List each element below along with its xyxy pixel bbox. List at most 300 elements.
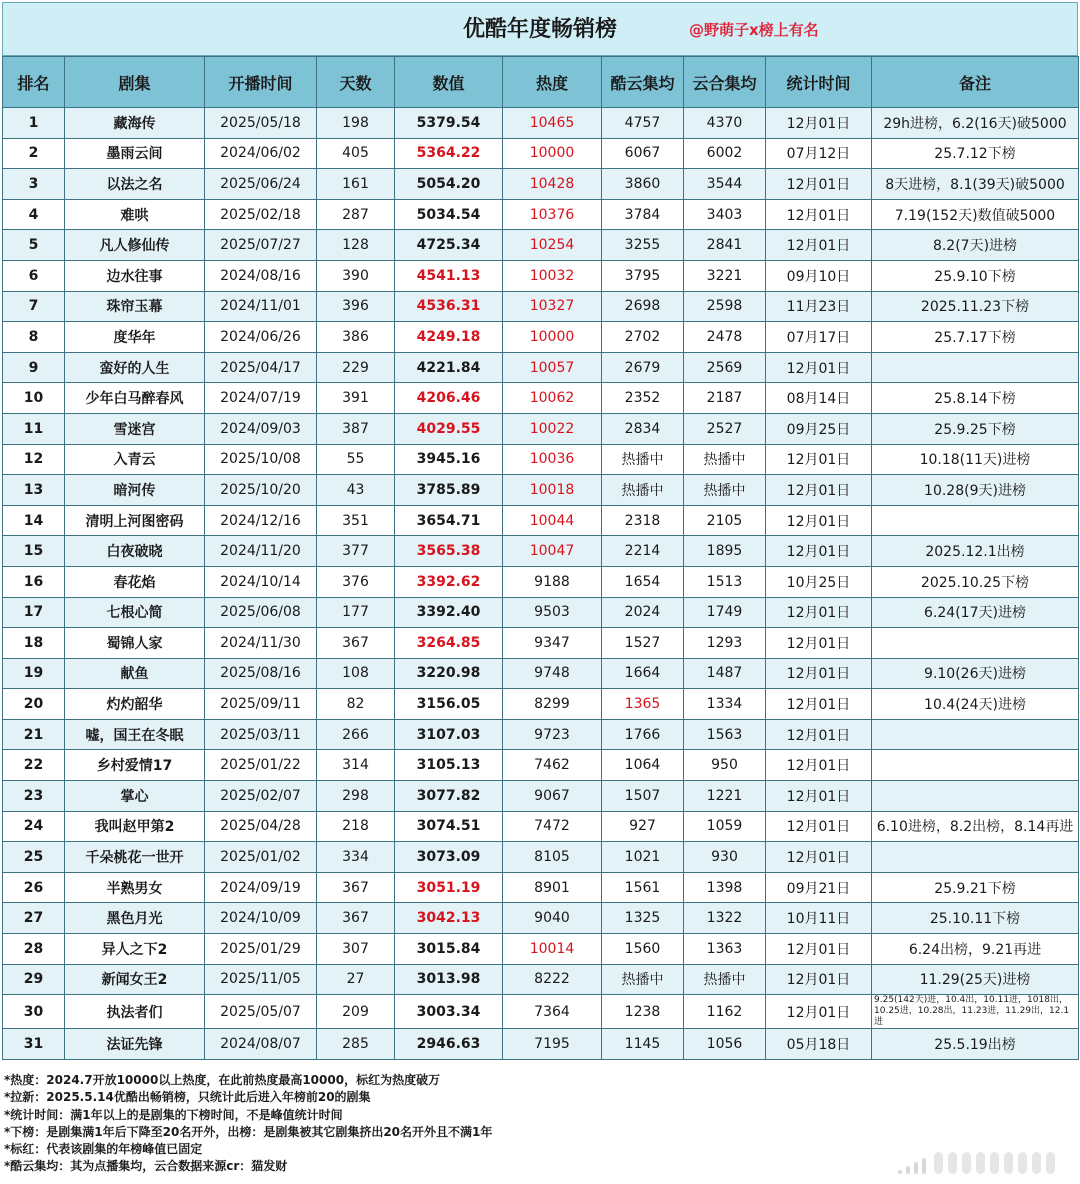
rank-cell: 19: [3, 658, 65, 689]
days-cell: 377: [317, 536, 395, 567]
heat-cell: 10014: [503, 934, 602, 965]
ranking-table: [2, 56, 1079, 1060]
days-cell: 27: [317, 964, 395, 995]
premiere-date-cell: 2024/07/19: [205, 383, 317, 414]
value-cell: 3392.62: [395, 566, 503, 597]
yunhe-avg-cell: 1322: [684, 903, 766, 934]
kuyun-avg-cell: 1527: [602, 628, 684, 659]
title-bar: [2, 2, 1078, 56]
days-cell: 108: [317, 658, 395, 689]
stat-time-cell: 12月01日: [766, 842, 872, 873]
value-cell: 3264.85: [395, 628, 503, 659]
value-cell: 3654.71: [395, 505, 503, 536]
stat-time-cell: 12月01日: [766, 689, 872, 720]
table-row: [3, 444, 1079, 475]
table-row: [3, 383, 1079, 414]
table-row: [3, 199, 1079, 230]
heat-cell: 8901: [503, 872, 602, 903]
value-cell: 5379.54: [395, 108, 503, 139]
header-value: 数值: [395, 57, 503, 108]
kuyun-avg-cell: 3795: [602, 260, 684, 291]
header-heat: 热度: [503, 57, 602, 108]
footnote-line: *标红：代表该剧集的年榜峰值已固定: [4, 1142, 203, 1157]
premiere-date-cell: 2025/02/07: [205, 781, 317, 812]
note-cell: 10.28(9天)进榜: [872, 475, 1079, 506]
value-cell: 5054.20: [395, 169, 503, 200]
footnotes: [4, 1072, 1004, 1176]
footnote-line: *下榜：是剧集满1年后下降至20名开外，出榜：是剧集被其它剧集挤出20名开外且不满1年: [4, 1124, 493, 1139]
kuyun-avg-cell: 1365: [602, 689, 684, 720]
kuyun-avg-cell: 3860: [602, 169, 684, 200]
value-cell: 4206.46: [395, 383, 503, 414]
premiere-date-cell: 2025/05/18: [205, 108, 317, 139]
stat-time-cell: 12月01日: [766, 658, 872, 689]
value-cell: 3003.34: [395, 995, 503, 1029]
table-row: [3, 536, 1079, 567]
days-cell: 351: [317, 505, 395, 536]
days-cell: 367: [317, 872, 395, 903]
value-cell: 4249.18: [395, 322, 503, 353]
drama-name-cell: 法证先锋: [65, 1029, 205, 1060]
days-cell: 128: [317, 230, 395, 261]
drama-name-cell: 蜀锦人家: [65, 628, 205, 659]
yunhe-avg-cell: 1749: [684, 597, 766, 628]
note-cell: 9.10(26天)进榜: [872, 658, 1079, 689]
drama-name-cell: 白夜破晓: [65, 536, 205, 567]
rank-cell: 23: [3, 781, 65, 812]
footnote-line: *统计时间：满1年以上的是剧集的下榜时间，不是峰值统计时间: [4, 1107, 343, 1122]
note-cell: [872, 750, 1079, 781]
stat-time-cell: 12月01日: [766, 505, 872, 536]
note-cell: 2025.10.25下榜: [872, 566, 1079, 597]
note-cell: 2025.11.23下榜: [872, 291, 1079, 322]
premiere-date-cell: 2025/06/08: [205, 597, 317, 628]
note-cell: 6.24(17天)进榜: [872, 597, 1079, 628]
days-cell: 55: [317, 444, 395, 475]
kuyun-avg-cell: 1064: [602, 750, 684, 781]
table-row: [3, 260, 1079, 291]
table-row: [3, 475, 1079, 506]
rank-cell: 16: [3, 566, 65, 597]
heat-cell: 7195: [503, 1029, 602, 1060]
drama-name-cell: 黑色月光: [65, 903, 205, 934]
table-row: [3, 291, 1079, 322]
heat-cell: 9723: [503, 719, 602, 750]
drama-name-cell: 雪迷宫: [65, 413, 205, 444]
rank-cell: 17: [3, 597, 65, 628]
yunhe-avg-cell: 热播中: [684, 964, 766, 995]
note-cell: 10.4(24天)进榜: [872, 689, 1079, 720]
kuyun-avg-cell: 2318: [602, 505, 684, 536]
value-cell: 4536.31: [395, 291, 503, 322]
yunhe-avg-cell: 2187: [684, 383, 766, 414]
rank-cell: 3: [3, 169, 65, 200]
value-cell: 2946.63: [395, 1029, 503, 1060]
yunhe-avg-cell: 1363: [684, 934, 766, 965]
heat-cell: 10032: [503, 260, 602, 291]
premiere-date-cell: 2025/01/29: [205, 934, 317, 965]
drama-name-cell: 难哄: [65, 199, 205, 230]
stat-time-cell: 12月01日: [766, 169, 872, 200]
table-row: [3, 750, 1079, 781]
days-cell: 307: [317, 934, 395, 965]
premiere-date-cell: 2025/05/07: [205, 995, 317, 1029]
rank-cell: 21: [3, 719, 65, 750]
rank-cell: 31: [3, 1029, 65, 1060]
drama-name-cell: 半熟男女: [65, 872, 205, 903]
yunhe-avg-cell: 3221: [684, 260, 766, 291]
header-premiere-date: 开播时间: [205, 57, 317, 108]
kuyun-avg-cell: 2214: [602, 536, 684, 567]
rank-cell: 9: [3, 352, 65, 383]
drama-name-cell: 凡人修仙传: [65, 230, 205, 261]
drama-name-cell: 边水往事: [65, 260, 205, 291]
kuyun-avg-cell: 2698: [602, 291, 684, 322]
yunhe-avg-cell: 热播中: [684, 475, 766, 506]
premiere-date-cell: 2024/09/03: [205, 413, 317, 444]
kuyun-avg-cell: 1664: [602, 658, 684, 689]
kuyun-avg-cell: 927: [602, 811, 684, 842]
drama-name-cell: 七根心简: [65, 597, 205, 628]
stat-time-cell: 07月17日: [766, 322, 872, 353]
kuyun-avg-cell: 热播中: [602, 964, 684, 995]
table-row: [3, 628, 1079, 659]
drama-name-cell: 度华年: [65, 322, 205, 353]
drama-name-cell: 我叫赵甲第2: [65, 811, 205, 842]
rank-cell: 7: [3, 291, 65, 322]
value-cell: 3013.98: [395, 964, 503, 995]
yunhe-avg-cell: 1513: [684, 566, 766, 597]
drama-name-cell: 献鱼: [65, 658, 205, 689]
days-cell: 266: [317, 719, 395, 750]
note-cell: 25.9.21下榜: [872, 872, 1079, 903]
kuyun-avg-cell: 1145: [602, 1029, 684, 1060]
stat-time-cell: 12月01日: [766, 199, 872, 230]
table-row: [3, 964, 1079, 995]
days-cell: 334: [317, 842, 395, 873]
table-row: [3, 413, 1079, 444]
header-note: 备注: [872, 57, 1079, 108]
premiere-date-cell: 2024/10/09: [205, 903, 317, 934]
heat-cell: 10018: [503, 475, 602, 506]
stat-time-cell: 12月01日: [766, 628, 872, 659]
table-row: [3, 108, 1079, 139]
table-row: [3, 566, 1079, 597]
value-cell: 3051.19: [395, 872, 503, 903]
drama-name-cell: 新闻女王2: [65, 964, 205, 995]
premiere-date-cell: 2025/09/11: [205, 689, 317, 720]
value-cell: 3077.82: [395, 781, 503, 812]
drama-name-cell: 掌心: [65, 781, 205, 812]
yunhe-avg-cell: 1293: [684, 628, 766, 659]
yunhe-avg-cell: 2569: [684, 352, 766, 383]
table-row: [3, 903, 1079, 934]
days-cell: 198: [317, 108, 395, 139]
yunhe-avg-cell: 热播中: [684, 444, 766, 475]
drama-name-cell: 乡村爱情17: [65, 750, 205, 781]
rank-cell: 5: [3, 230, 65, 261]
yunhe-avg-cell: 950: [684, 750, 766, 781]
note-cell: [872, 628, 1079, 659]
stat-time-cell: 12月01日: [766, 995, 872, 1029]
note-cell: 8.2(7天)进榜: [872, 230, 1079, 261]
yunhe-avg-cell: 2841: [684, 230, 766, 261]
yunhe-avg-cell: 2478: [684, 322, 766, 353]
stat-time-cell: 12月01日: [766, 750, 872, 781]
stat-time-cell: 12月01日: [766, 352, 872, 383]
note-cell: [872, 842, 1079, 873]
value-cell: 4725.34: [395, 230, 503, 261]
days-cell: 82: [317, 689, 395, 720]
premiere-date-cell: 2025/11/05: [205, 964, 317, 995]
table-body: [3, 108, 1079, 1060]
rank-cell: 13: [3, 475, 65, 506]
rank-cell: 25: [3, 842, 65, 873]
heat-cell: 9347: [503, 628, 602, 659]
rank-cell: 30: [3, 995, 65, 1029]
note-cell: 8天进榜，8.1(39天)破5000: [872, 169, 1079, 200]
rank-cell: 24: [3, 811, 65, 842]
value-cell: 3785.89: [395, 475, 503, 506]
drama-name-cell: 藏海传: [65, 108, 205, 139]
stat-time-cell: 11月23日: [766, 291, 872, 322]
value-cell: 3392.40: [395, 597, 503, 628]
heat-cell: 10047: [503, 536, 602, 567]
drama-name-cell: 执法者们: [65, 995, 205, 1029]
rank-cell: 28: [3, 934, 65, 965]
value-cell: 4541.13: [395, 260, 503, 291]
drama-name-cell: 暗河传: [65, 475, 205, 506]
yunhe-avg-cell: 1487: [684, 658, 766, 689]
premiere-date-cell: 2024/11/20: [205, 536, 317, 567]
heat-cell: 10062: [503, 383, 602, 414]
kuyun-avg-cell: 热播中: [602, 475, 684, 506]
kuyun-avg-cell: 3255: [602, 230, 684, 261]
yunhe-avg-cell: 1056: [684, 1029, 766, 1060]
stat-time-cell: 12月01日: [766, 230, 872, 261]
heat-cell: 10000: [503, 322, 602, 353]
table-row: [3, 842, 1079, 873]
rank-cell: 10: [3, 383, 65, 414]
heat-cell: 10044: [503, 505, 602, 536]
heat-cell: 9040: [503, 903, 602, 934]
rank-cell: 4: [3, 199, 65, 230]
kuyun-avg-cell: 2024: [602, 597, 684, 628]
footnote-line: *拉新：2025.5.14优酷出畅销榜，只统计此后进入年榜前20的剧集: [4, 1090, 371, 1105]
yunhe-avg-cell: 3544: [684, 169, 766, 200]
heat-cell: 10327: [503, 291, 602, 322]
table-row: [3, 1029, 1079, 1060]
yunhe-avg-cell: 1334: [684, 689, 766, 720]
days-cell: 391: [317, 383, 395, 414]
drama-name-cell: 嘘，国王在冬眠: [65, 719, 205, 750]
note-cell: 29h进榜，6.2(16天)破5000: [872, 108, 1079, 139]
note-cell: [872, 505, 1079, 536]
value-cell: 3156.05: [395, 689, 503, 720]
value-cell: 3073.09: [395, 842, 503, 873]
heat-cell: 9188: [503, 566, 602, 597]
note-cell: 25.5.19出榜: [872, 1029, 1079, 1060]
stat-time-cell: 07月12日: [766, 138, 872, 169]
kuyun-avg-cell: 1766: [602, 719, 684, 750]
value-cell: 3565.38: [395, 536, 503, 567]
note-cell: 25.10.11下榜: [872, 903, 1079, 934]
rank-cell: 18: [3, 628, 65, 659]
heat-cell: 7364: [503, 995, 602, 1029]
days-cell: 209: [317, 995, 395, 1029]
header-yunhe-avg: 云合集均: [684, 57, 766, 108]
days-cell: 367: [317, 903, 395, 934]
yunhe-avg-cell: 1221: [684, 781, 766, 812]
stat-time-cell: 12月01日: [766, 444, 872, 475]
kuyun-avg-cell: 2834: [602, 413, 684, 444]
drama-name-cell: 以法之名: [65, 169, 205, 200]
note-cell: 6.10进榜，8.2出榜，8.14再进: [872, 811, 1079, 842]
premiere-date-cell: 2025/04/17: [205, 352, 317, 383]
stat-time-cell: 12月01日: [766, 719, 872, 750]
stat-time-cell: 12月01日: [766, 536, 872, 567]
note-cell: 25.7.17下榜: [872, 322, 1079, 353]
yunhe-avg-cell: 2105: [684, 505, 766, 536]
header-stat-time: 统计时间: [766, 57, 872, 108]
footnote-line: *热度：2024.7开放10000以上热度，在此前热度最高10000，标红为热度破万: [4, 1073, 441, 1087]
stat-time-cell: 12月01日: [766, 475, 872, 506]
days-cell: 43: [317, 475, 395, 506]
premiere-date-cell: 2024/08/16: [205, 260, 317, 291]
stat-time-cell: 12月01日: [766, 964, 872, 995]
heat-cell: 10000: [503, 138, 602, 169]
value-cell: 4029.55: [395, 413, 503, 444]
value-cell: 5034.54: [395, 199, 503, 230]
premiere-date-cell: 2025/10/08: [205, 444, 317, 475]
heat-cell: 9503: [503, 597, 602, 628]
table-row: [3, 689, 1079, 720]
yunhe-avg-cell: 6002: [684, 138, 766, 169]
days-cell: 314: [317, 750, 395, 781]
drama-name-cell: 千朵桃花一世开: [65, 842, 205, 873]
drama-name-cell: 墨雨云间: [65, 138, 205, 169]
kuyun-avg-cell: 1021: [602, 842, 684, 873]
kuyun-avg-cell: 6067: [602, 138, 684, 169]
table-row: [3, 781, 1079, 812]
note-cell: 25.9.25下榜: [872, 413, 1079, 444]
header-drama: 剧集: [65, 57, 205, 108]
days-cell: 177: [317, 597, 395, 628]
header-rank: 排名: [3, 57, 65, 108]
heat-cell: 9748: [503, 658, 602, 689]
heat-cell: 7472: [503, 811, 602, 842]
kuyun-avg-cell: 热播中: [602, 444, 684, 475]
yunhe-avg-cell: 3403: [684, 199, 766, 230]
stat-time-cell: 08月14日: [766, 383, 872, 414]
author-watermark: @野萌子x榜上有名: [689, 21, 819, 39]
footnote-line: *酷云集均：其为点播集均，云合数据来源cr：猫发财: [4, 1159, 288, 1174]
value-cell: 3074.51: [395, 811, 503, 842]
drama-name-cell: 珠帘玉幕: [65, 291, 205, 322]
drama-name-cell: 入青云: [65, 444, 205, 475]
kuyun-avg-cell: 1560: [602, 934, 684, 965]
kuyun-avg-cell: 2679: [602, 352, 684, 383]
premiere-date-cell: 2025/07/27: [205, 230, 317, 261]
rank-cell: 1: [3, 108, 65, 139]
table-row: [3, 230, 1079, 261]
heat-cell: 10465: [503, 108, 602, 139]
kuyun-avg-cell: 1325: [602, 903, 684, 934]
rank-cell: 26: [3, 872, 65, 903]
table-row: [3, 872, 1079, 903]
heat-cell: 8105: [503, 842, 602, 873]
yunhe-avg-cell: 1895: [684, 536, 766, 567]
rank-cell: 12: [3, 444, 65, 475]
note-cell: 11.29(25天)进榜: [872, 964, 1079, 995]
table-row: [3, 505, 1079, 536]
value-cell: 3107.03: [395, 719, 503, 750]
stat-time-cell: 12月01日: [766, 108, 872, 139]
premiere-date-cell: 2024/08/07: [205, 1029, 317, 1060]
premiere-date-cell: 2024/10/14: [205, 566, 317, 597]
note-cell: 7.19(152天)数值破5000: [872, 199, 1079, 230]
heat-cell: 9067: [503, 781, 602, 812]
days-cell: 386: [317, 322, 395, 353]
heat-cell: 10022: [503, 413, 602, 444]
stat-time-cell: 09月21日: [766, 872, 872, 903]
yunhe-avg-cell: 1059: [684, 811, 766, 842]
days-cell: 376: [317, 566, 395, 597]
rank-cell: 6: [3, 260, 65, 291]
premiere-date-cell: 2025/10/20: [205, 475, 317, 506]
stat-time-cell: 09月25日: [766, 413, 872, 444]
rank-cell: 27: [3, 903, 65, 934]
rank-cell: 2: [3, 138, 65, 169]
stat-time-cell: 12月01日: [766, 597, 872, 628]
days-cell: 367: [317, 628, 395, 659]
rank-cell: 14: [3, 505, 65, 536]
note-cell: [872, 781, 1079, 812]
table-row: [3, 934, 1079, 965]
rank-cell: 8: [3, 322, 65, 353]
note-cell: [872, 719, 1079, 750]
yunhe-avg-cell: 1398: [684, 872, 766, 903]
note-cell: 25.9.10下榜: [872, 260, 1079, 291]
stat-time-cell: 10月25日: [766, 566, 872, 597]
table-row: [3, 322, 1079, 353]
value-cell: 3015.84: [395, 934, 503, 965]
premiere-date-cell: 2025/01/02: [205, 842, 317, 873]
heat-cell: 10254: [503, 230, 602, 261]
table-row: [3, 658, 1079, 689]
kuyun-avg-cell: 1561: [602, 872, 684, 903]
value-cell: 3042.13: [395, 903, 503, 934]
value-cell: 4221.84: [395, 352, 503, 383]
premiere-date-cell: 2024/12/16: [205, 505, 317, 536]
page-title: 优酷年度畅销榜: [462, 17, 617, 42]
premiere-date-cell: 2025/03/11: [205, 719, 317, 750]
heat-cell: 10036: [503, 444, 602, 475]
stat-time-cell: 09月10日: [766, 260, 872, 291]
note-cell: [872, 352, 1079, 383]
heat-cell: 8299: [503, 689, 602, 720]
yunhe-avg-cell: 930: [684, 842, 766, 873]
days-cell: 218: [317, 811, 395, 842]
yunhe-avg-cell: 1563: [684, 719, 766, 750]
premiere-date-cell: 2024/09/19: [205, 872, 317, 903]
table-header-row: [3, 57, 1079, 108]
yunhe-avg-cell: 2527: [684, 413, 766, 444]
days-cell: 161: [317, 169, 395, 200]
heat-cell: 8222: [503, 964, 602, 995]
drama-name-cell: 春花焰: [65, 566, 205, 597]
value-cell: 3945.16: [395, 444, 503, 475]
